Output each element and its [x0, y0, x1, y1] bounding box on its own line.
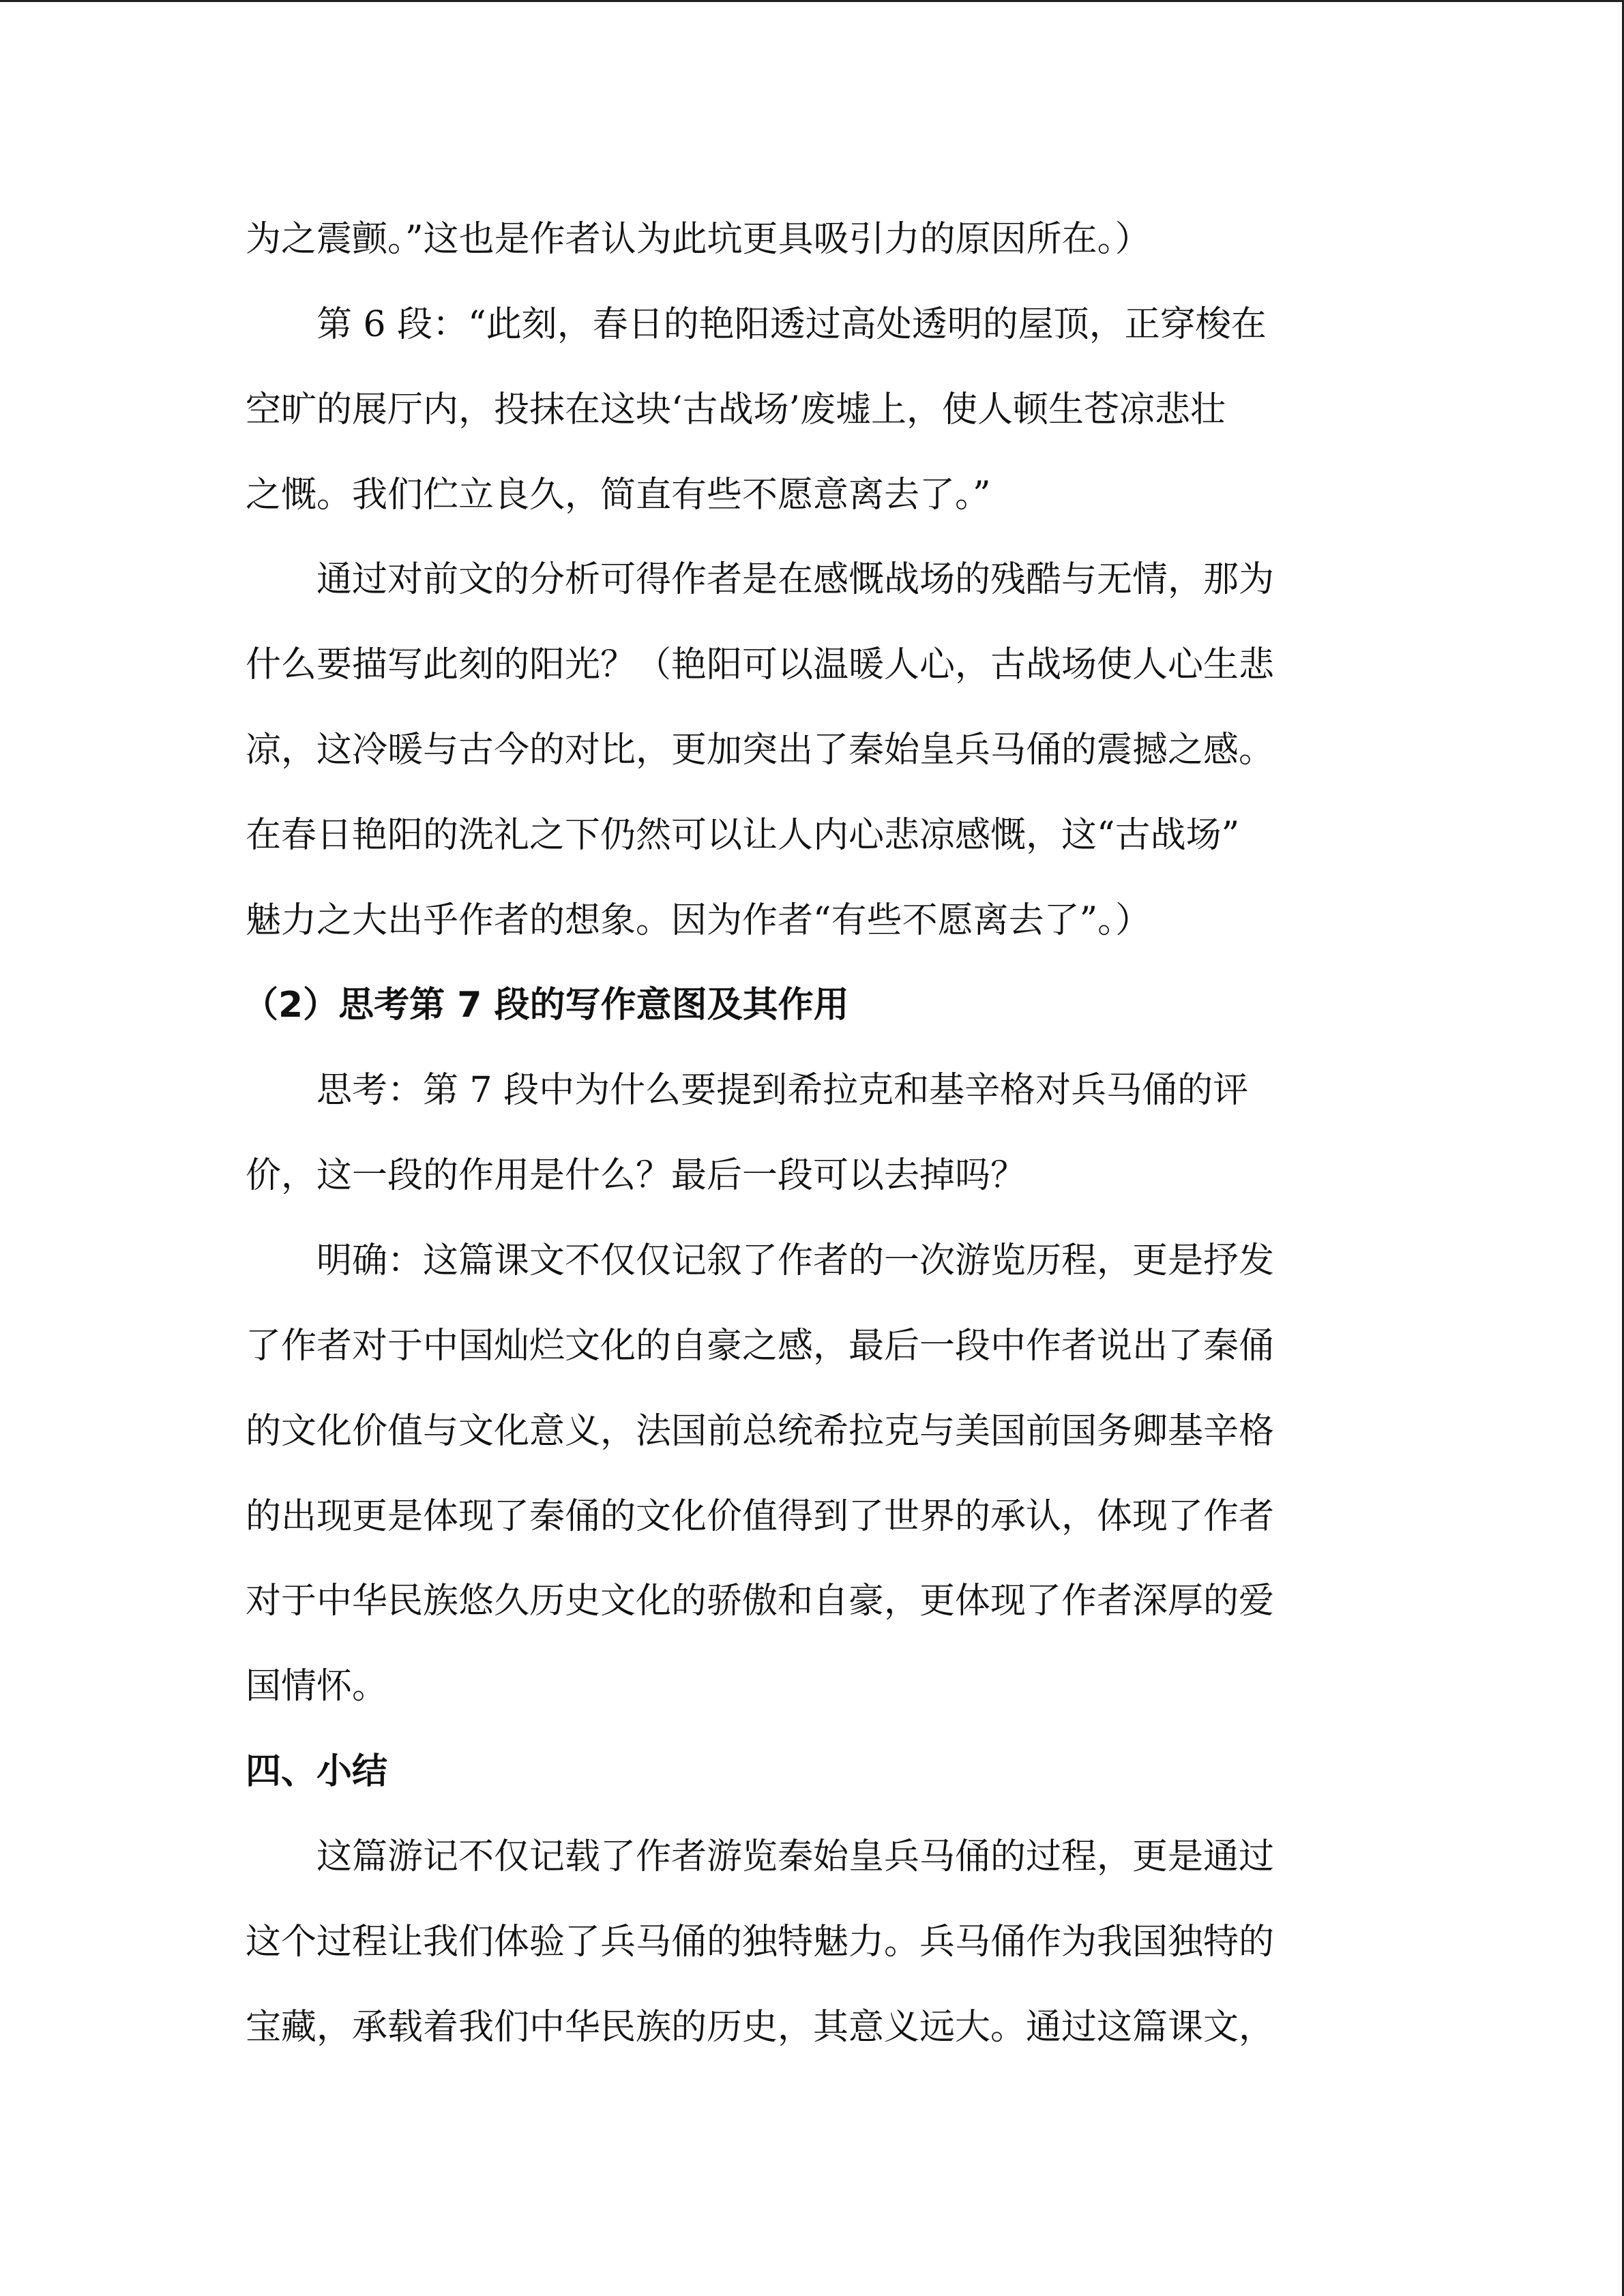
paragraph-line: 明确：这篇课文不仅仅记叙了作者的一次游览历程，更是抒发 [246, 1240, 1275, 1281]
paragraph-line: 宝藏，承载着我们中华民族的历史，其意义远大。通过这篇课文， [246, 2007, 1275, 2048]
paragraph-line: 国情怀。 [246, 1666, 388, 1707]
paragraph-line: 价，这一段的作用是什么？最后一段可以去掉吗？ [246, 1155, 1027, 1196]
paragraph-line: 什么要描写此刻的阳光？（艳阳可以温暖人心，古战场使人心生悲 [246, 644, 1275, 685]
paragraph-line: 魅力之大出乎作者的想象。因为作者“有些不愿离去了”。） [246, 900, 1151, 941]
paragraph-line: 第 6 段：“此刻，春日的艳阳透过高处透明的屋顶，正穿梭在 [246, 304, 1267, 345]
paragraph-line: 为之震颤。”这也是作者认为此坑更具吸引力的原因所在。） [246, 219, 1151, 260]
paragraph-line: 在春日艳阳的洗礼之下仍然可以让人内心悲凉感慨，这“古战场” [246, 815, 1240, 856]
paragraph-line: 这个过程让我们体验了兵马俑的独特魅力。兵马俑作为我国独特的 [246, 1922, 1275, 1963]
paragraph-line: 通过对前文的分析可得作者是在感慨战场的残酷与无情，那为 [246, 559, 1275, 600]
paragraph-line: 的出现更是体现了秦俑的文化价值得到了世界的承认，体现了作者 [246, 1496, 1275, 1537]
section-heading: 四、小结 [246, 1751, 388, 1792]
section-subheading: （2）思考第 7 段的写作意图及其作用 [243, 985, 849, 1026]
paragraph-line: 这篇游记不仅记载了作者游览秦始皇兵马俑的过程，更是通过 [246, 1836, 1275, 1877]
paragraph-line: 了作者对于中国灿烂文化的自豪之感，最后一段中作者说出了秦俑 [246, 1326, 1275, 1367]
paragraph-line: 对于中华民族悠久历史文化的骄傲和自豪，更体现了作者深厚的爱 [246, 1581, 1275, 1622]
paragraph-line: 空旷的展厅内，投抹在这块‘古战场’废墟上，使人顿生苍凉悲壮 [246, 389, 1226, 430]
paragraph-line: 思考：第 7 段中为什么要提到希拉克和基辛格对兵马俑的评 [246, 1070, 1249, 1111]
paragraph-line: 凉，这冷暖与古今的对比，更加突出了秦始皇兵马俑的震撼之感。 [246, 730, 1275, 771]
paragraph-line: 的文化价值与文化意义，法国前总统希拉克与美国前国务卿基辛格 [246, 1411, 1275, 1452]
paragraph-line: 之慨。我们伫立良久，简直有些不愿意离去了。” [246, 475, 991, 516]
page-top-border [0, 0, 1624, 2]
